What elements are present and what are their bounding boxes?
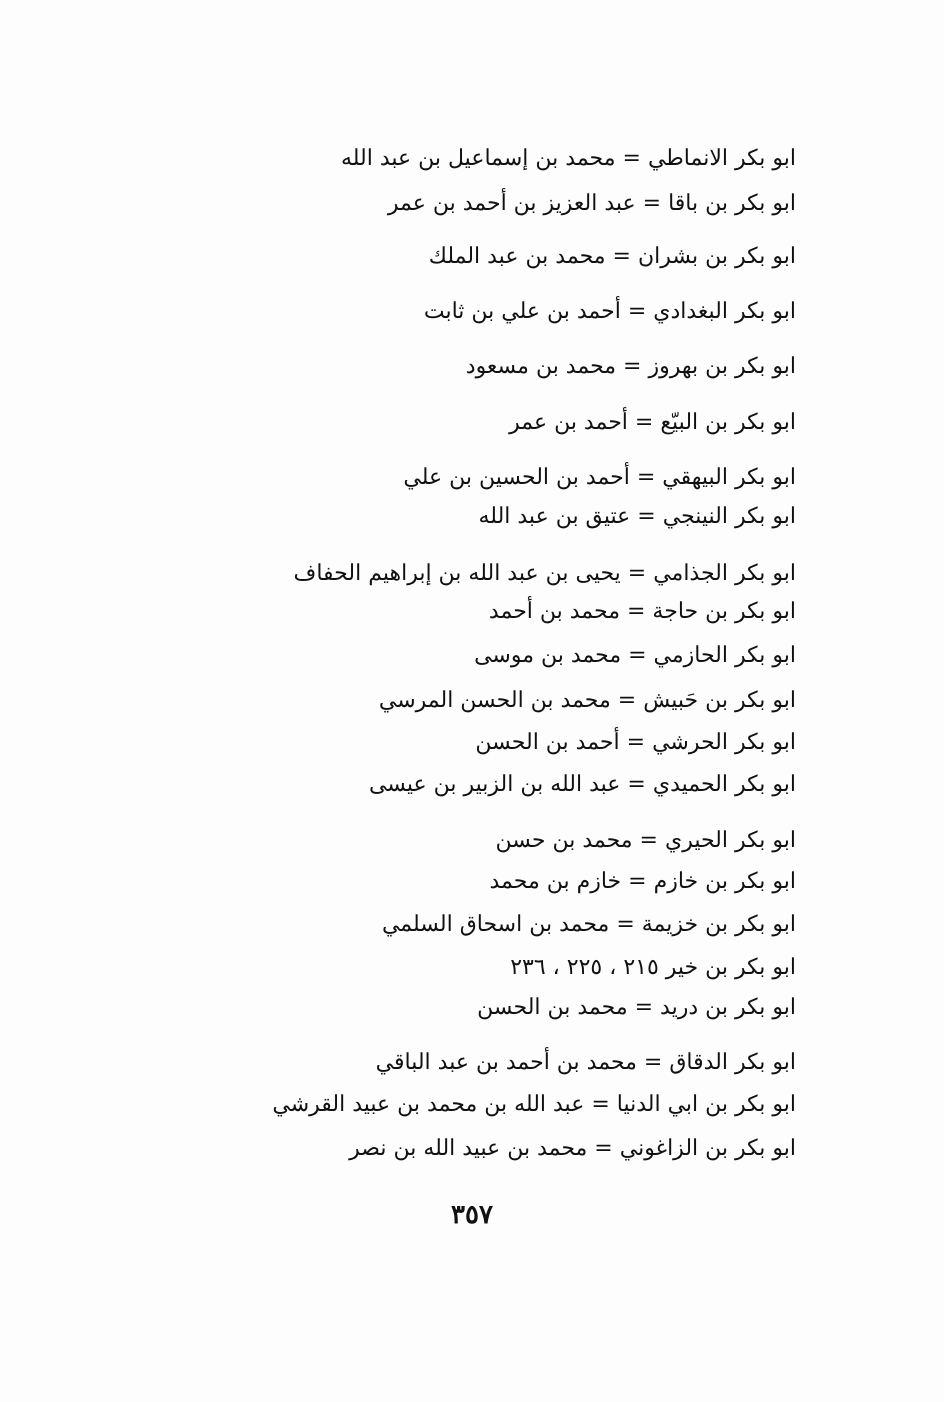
list-entry: ابو بكر بن البيّع = أحمد بن عمر <box>509 410 796 435</box>
list-entry: ابو بكر بن بشران = محمد بن عبد الملك <box>428 244 796 269</box>
list-entry: ابو بكر بن ابي الدنيا = عبد الله بن محمد بن عبيد القرشي <box>272 1092 796 1117</box>
list-entry: ابو بكر بن باقا = عبد العزيز بن أحمد بن عمر <box>387 191 796 216</box>
list-entry: ابو بكر الجذامي = يحيى بن عبد الله بن إبراهيم الحفاف <box>293 561 796 586</box>
list-entry: ابو بكر الحيري = محمد بن حسن <box>495 828 796 853</box>
list-entry: ابو بكر بن خير ٢١٥ ، ٢٢٥ ، ٢٣٦ <box>510 955 796 980</box>
list-entry: ابو بكر البغدادي = أحمد بن علي بن ثابت <box>423 299 796 324</box>
list-entry: ابو بكر البيهقي = أحمد بن الحسين بن علي <box>403 465 796 490</box>
list-entry: ابو بكر بن حاجة = محمد بن أحمد <box>488 599 796 624</box>
list-entry: ابو بكر بن حَبيش = محمد بن الحسن المرسي <box>378 688 796 713</box>
list-entry: ابو بكر النينجي = عتيق بن عبد الله <box>478 504 796 529</box>
list-entry: ابو بكر بن دريد = محمد بن الحسن <box>477 995 796 1020</box>
list-entry: ابو بكر بن خازم = خازم بن محمد <box>489 869 796 894</box>
page-number: ٣٥٧ <box>451 1200 493 1230</box>
list-entry: ابو بكر الدقاق = محمد بن أحمد بن عبد الباقي <box>375 1050 796 1075</box>
list-entry: ابو بكر الحرشي = أحمد بن الحسن <box>475 730 796 755</box>
list-entry: ابو بكر بن بهروز = محمد بن مسعود <box>465 354 796 379</box>
list-entry: ابو بكر الحازمي = محمد بن موسى <box>474 643 796 668</box>
list-entry: ابو بكر بن الزاغوني = محمد بن عبيد الله بن نصر <box>349 1136 796 1161</box>
list-entry: ابو بكر بن خزيمة = محمد بن اسحاق السلمي <box>381 912 796 937</box>
list-entry: ابو بكر الانماطي = محمد بن إسماعيل بن عبد الله <box>340 146 796 171</box>
list-entry: ابو بكر الحميدي = عبد الله بن الزبير بن عيسى <box>368 772 796 797</box>
